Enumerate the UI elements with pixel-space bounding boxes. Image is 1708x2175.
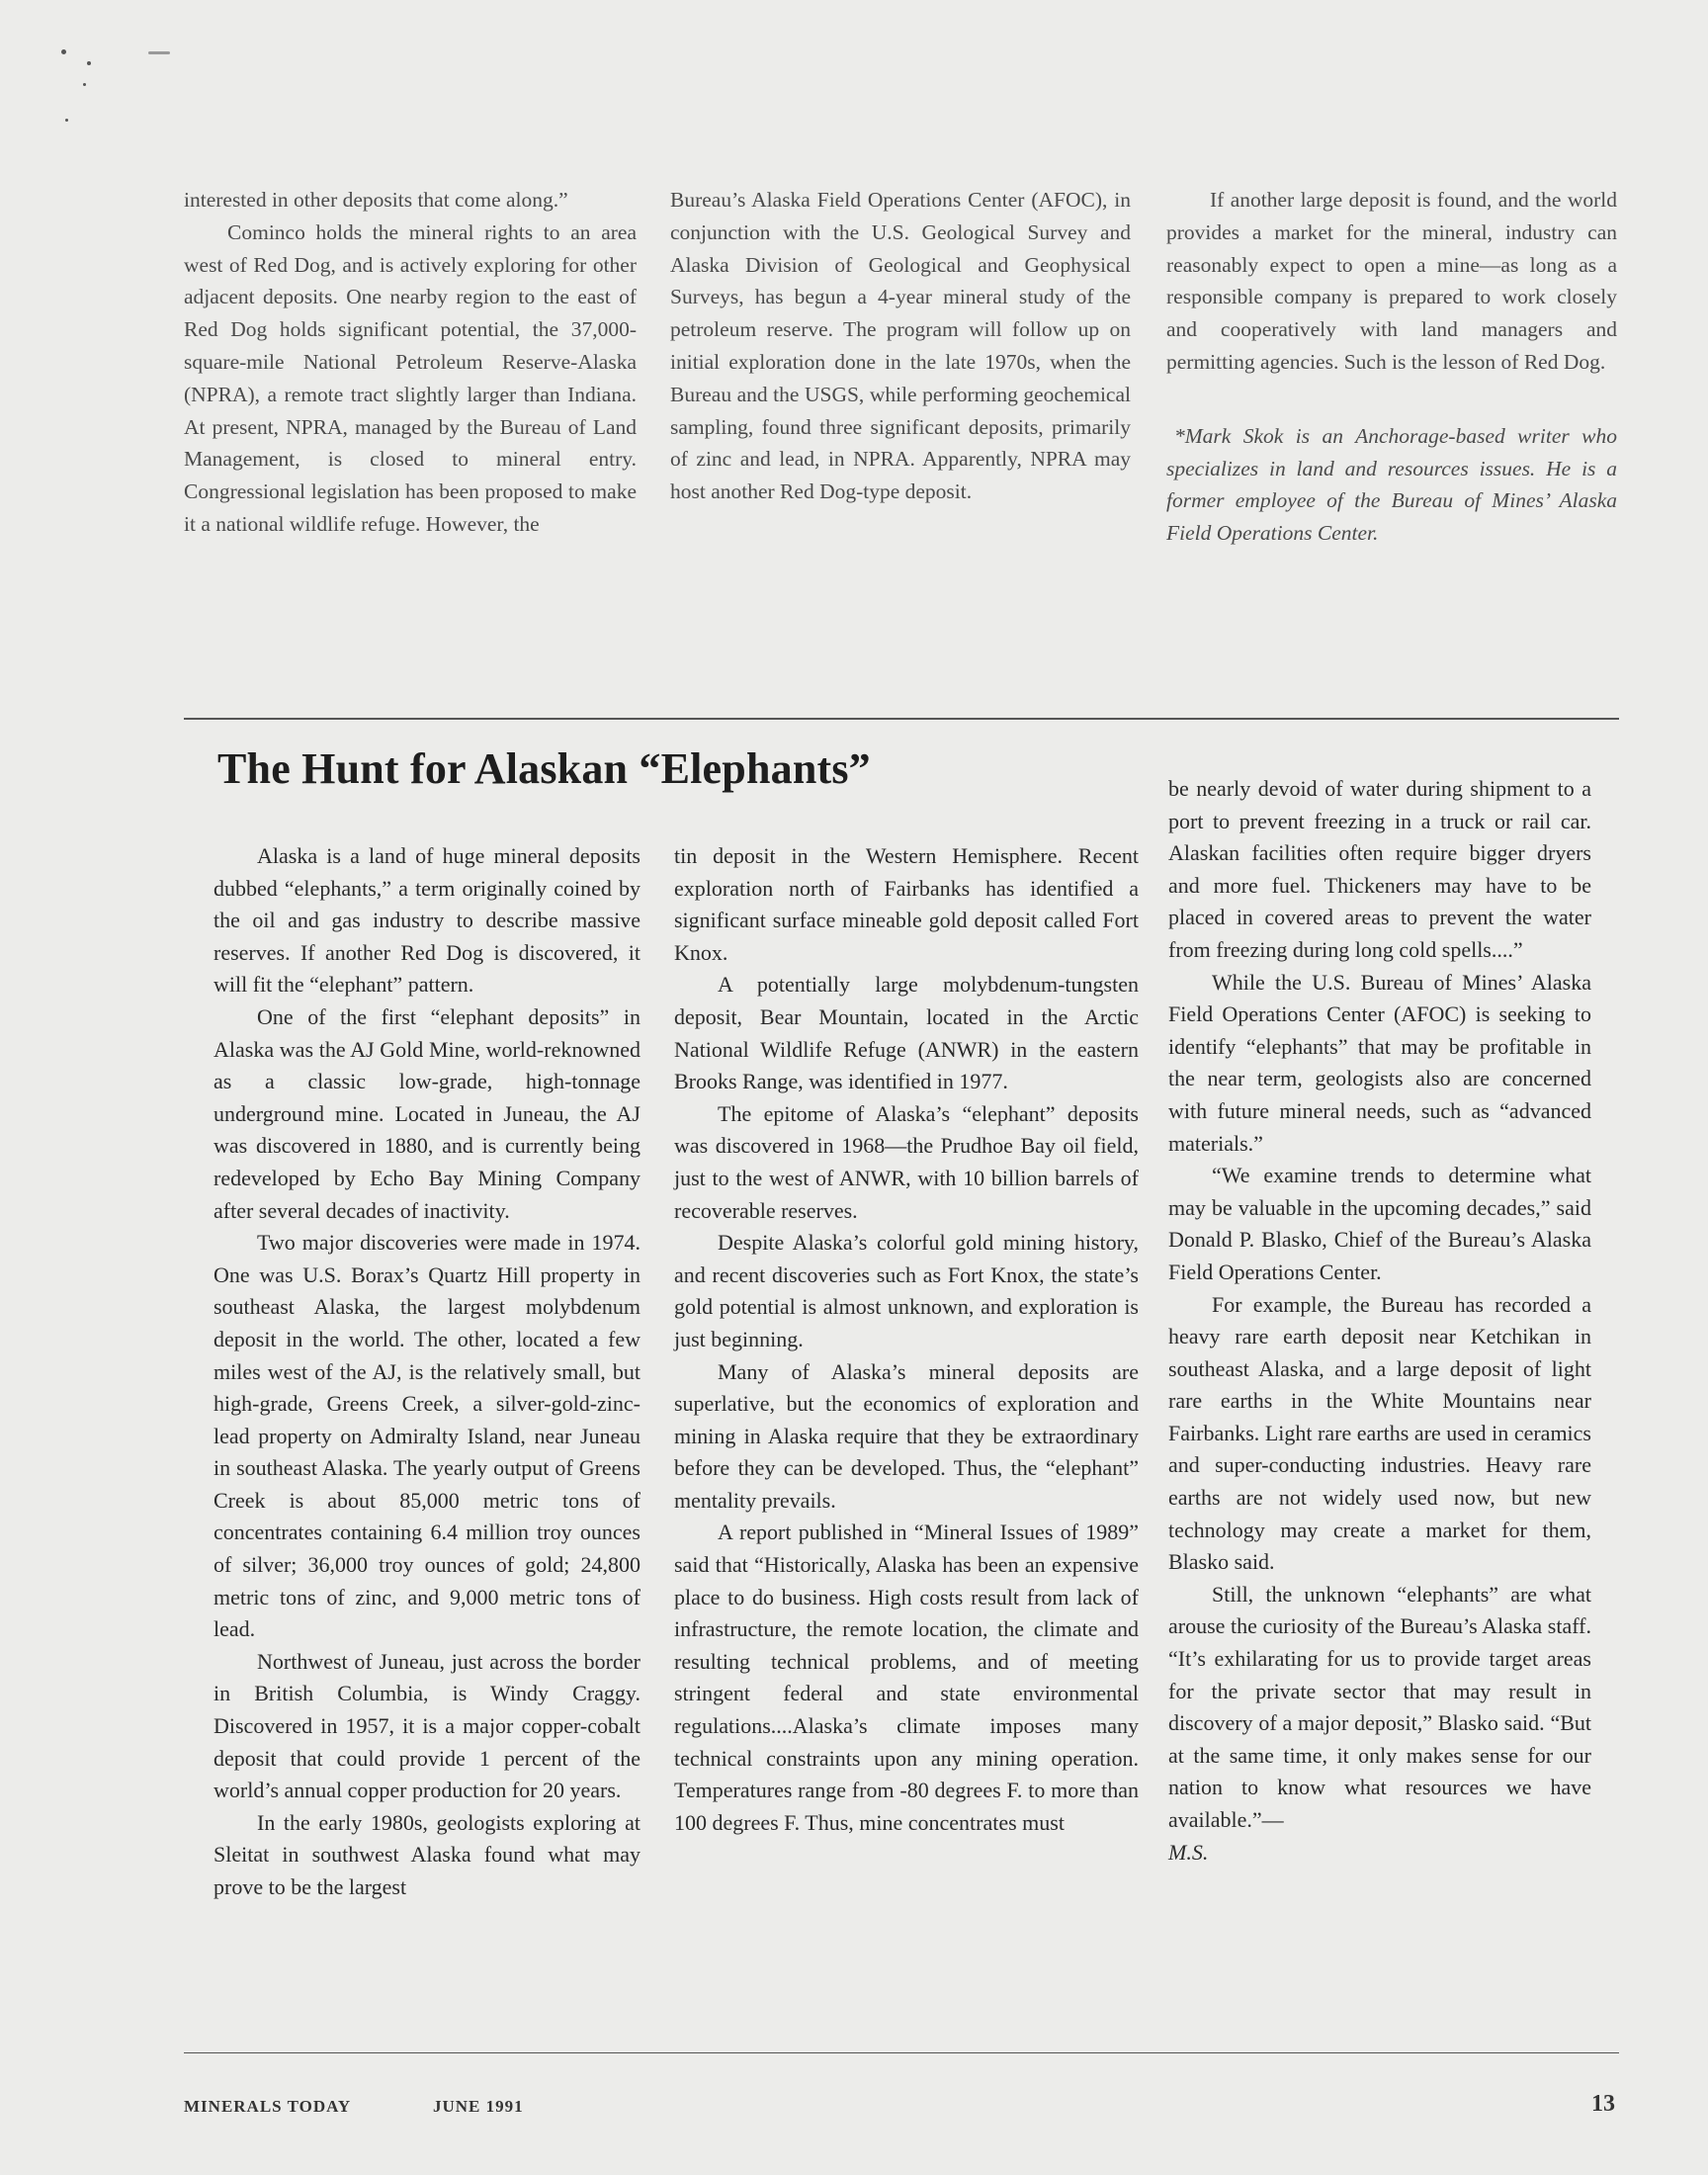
- paragraph: Alaska is a land of huge mineral deposits dubbed “elephants,” a term originally coined by the oil and gas industry to describe massive reserves. If another Red Dog is discovered, it will fit the “elephant” pattern.: [214, 843, 640, 998]
- paragraph: In the early 1980s, geologists exploring at Sleitat in southwest Alaska found what may prove to be the largest: [214, 1809, 640, 1899]
- paragraph: tin deposit in the Western Hemisphere. Recent exploration north of Fairbanks has identified a significant surface mineable gold deposit called Fort Knox.: [674, 843, 1139, 965]
- paragraph: Two major discoveries were made in 1974. One was U.S. Borax’s Quartz Hill property in southeast Alaska, the largest molybdenum deposit in the world. The other, located a few miles west of the AJ, is the relatively small, but high-grade, Greens Creek, a silver-gold-zinc-lead property on Admiralty Island, near Juneau in southeast Alaska. The yearly output of Greens Creek is about 85,000 metric tons of concentrates containing 6.4 million troy ounces of silver; 36,000 troy ounces of gold; 24,800 metric tons of zinc, and 9,000 metric tons of lead.: [214, 1230, 640, 1642]
- paragraph: Despite Alaska’s colorful gold mining history, and recent discoveries such as Fort Knox, the state’s gold potential is almost unknown, and exploration is just beginning.: [674, 1230, 1139, 1351]
- paragraph: A potentially large molybdenum-tungsten deposit, Bear Mountain, located in the Arctic National Wildlife Refuge (ANWR) in the eastern Brooks Range, was identified in 1977.: [674, 972, 1139, 1094]
- paragraph: If another large deposit is found, and the world provides a market for the mineral, industry can reasonably expect to open a mine—as long as a responsible company is prepared to work closely and cooperatively with land managers and permitting agencies. Such is the lesson of Red Dog.: [1166, 188, 1617, 374]
- paragraph: be nearly devoid of water during shipment to a port to prevent freezing in a truck or rail car. Alaskan facilities often require bigger dryers and more fuel. Thickeners may have to be placed in covered areas to prevent the water from freezing during long cold spells....”: [1168, 776, 1591, 962]
- author-initials: M.S.: [1168, 1839, 1209, 1865]
- issue-date: JUNE 1991: [433, 2097, 524, 2116]
- paragraph: “We examine trends to determine what may be valuable in the upcoming decades,” said Donald P. Blasko, Chief of the Bureau’s Alaska Field Operations Center.: [1168, 1163, 1591, 1284]
- paragraph: For example, the Bureau has recorded a heavy rare earth deposit near Ketchikan in southeast Alaska, and a large deposit of light rare earths in the White Mountains near Fairbanks. Light rare earths are used in ceramics and super-conducting industries. Heavy rare earths are not widely used now, but new technology may create a market for them, Blasko said.: [1168, 1291, 1591, 1575]
- paragraph: Still, the unknown “elephants” are what arouse the curiosity of the Bureau’s Alaska staff. “It’s exhilarating for us to provide target areas for the private sector that may result in discovery of a major deposit,” Blasko said. “But at the same time, it only makes sense for our nation to know what resources we have available.”—: [1168, 1581, 1591, 1832]
- article-column-3: [1168, 773, 1591, 1869]
- article-column-2: [674, 840, 1139, 1839]
- top-column-3: [1166, 184, 1617, 550]
- article-title: The Hunt for Alaskan “Elephants”: [217, 744, 871, 793]
- paragraph: interested in other deposits that come along.”: [184, 188, 568, 212]
- paragraph: Northwest of Juneau, just across the border in British Columbia, is Windy Craggy. Discovered in 1957, it is a major copper-cobalt deposit that could provide 1 percent of the world’s annual copper production for 20 years.: [214, 1648, 640, 1803]
- author-bio: *Mark Skok is an Anchorage-based writer who specializes in land and resources issues. He is a former employee of the Bureau of Mines’ Alaska Field Operations Center.: [1166, 423, 1617, 546]
- paragraph: While the U.S. Bureau of Mines’ Alaska Field Operations Center (AFOC) is seeking to identify “elephants” that may be profitable in the near term, geologists also are concerned with future mineral needs, such as “advanced materials.”: [1168, 969, 1591, 1156]
- paragraph: Many of Alaska’s mineral deposits are superlative, but the economics of exploration and mining in Alaska require that they be extraordinary before they can be developed. Thus, the “elephant” mentality prevails.: [674, 1358, 1139, 1513]
- publication-name: MINERALS TODAY: [184, 2097, 352, 2116]
- paragraph: One of the first “elephant deposits” in Alaska was the AJ Gold Mine, world-reknowned as a classic low-grade, high-tonnage underground mine. Located in Juneau, the AJ was discovered in 1880, and is currently being redeveloped by Echo Bay Mining Company after several decades of inactivity.: [214, 1003, 640, 1223]
- article-column-1: [214, 840, 640, 1904]
- paragraph: Cominco holds the mineral rights to an area west of Red Dog, and is actively exploring for other adjacent deposits. One nearby region to the east of Red Dog holds significant potential, the 37,000-square-mile National Petroleum Reserve-Alaska (NPRA), a remote tract slightly larger than Indiana. At present, NPRA, managed by the Bureau of Land Management, is closed to mineral entry. Congressional legislation has been proposed to make it a national wildlife refuge. However, the: [184, 219, 637, 536]
- paragraph: Bureau’s Alaska Field Operations Center (AFOC), in conjunction with the U.S. Geological Survey and Alaska Division of Geological and Geophysical Surveys, has begun a 4-year mineral study of the petroleum reserve. The program will follow up on initial exploration done in the late 1970s, when the Bureau and the USGS, while performing geochemical sampling, found three significant deposits, primarily of zinc and lead, in NPRA. Apparently, NPRA may host another Red Dog-type deposit.: [670, 188, 1131, 504]
- footer-divider: [184, 2052, 1619, 2053]
- page-number: 13: [1591, 2091, 1615, 2117]
- section-divider: [184, 718, 1619, 720]
- top-column-1: [184, 184, 637, 541]
- top-column-2: [670, 184, 1131, 508]
- paragraph: The epitome of Alaska’s “elephant” deposits was discovered in 1968—the Prudhoe Bay oil field, just to the west of ANWR, with 10 billion barrels of recoverable reserves.: [674, 1100, 1139, 1223]
- paragraph: A report published in “Mineral Issues of 1989” said that “Historically, Alaska has been an expensive place to do business. High costs result from lack of infrastructure, the remote location, the climate and resulting technical problems, and of meeting stringent federal and state environmental regulations....Alaska’s climate imposes many technical constraints upon any mining operation. Temperatures range from -80 degrees F. to more than 100 degrees F. Thus, mine concentrates must: [674, 1520, 1139, 1835]
